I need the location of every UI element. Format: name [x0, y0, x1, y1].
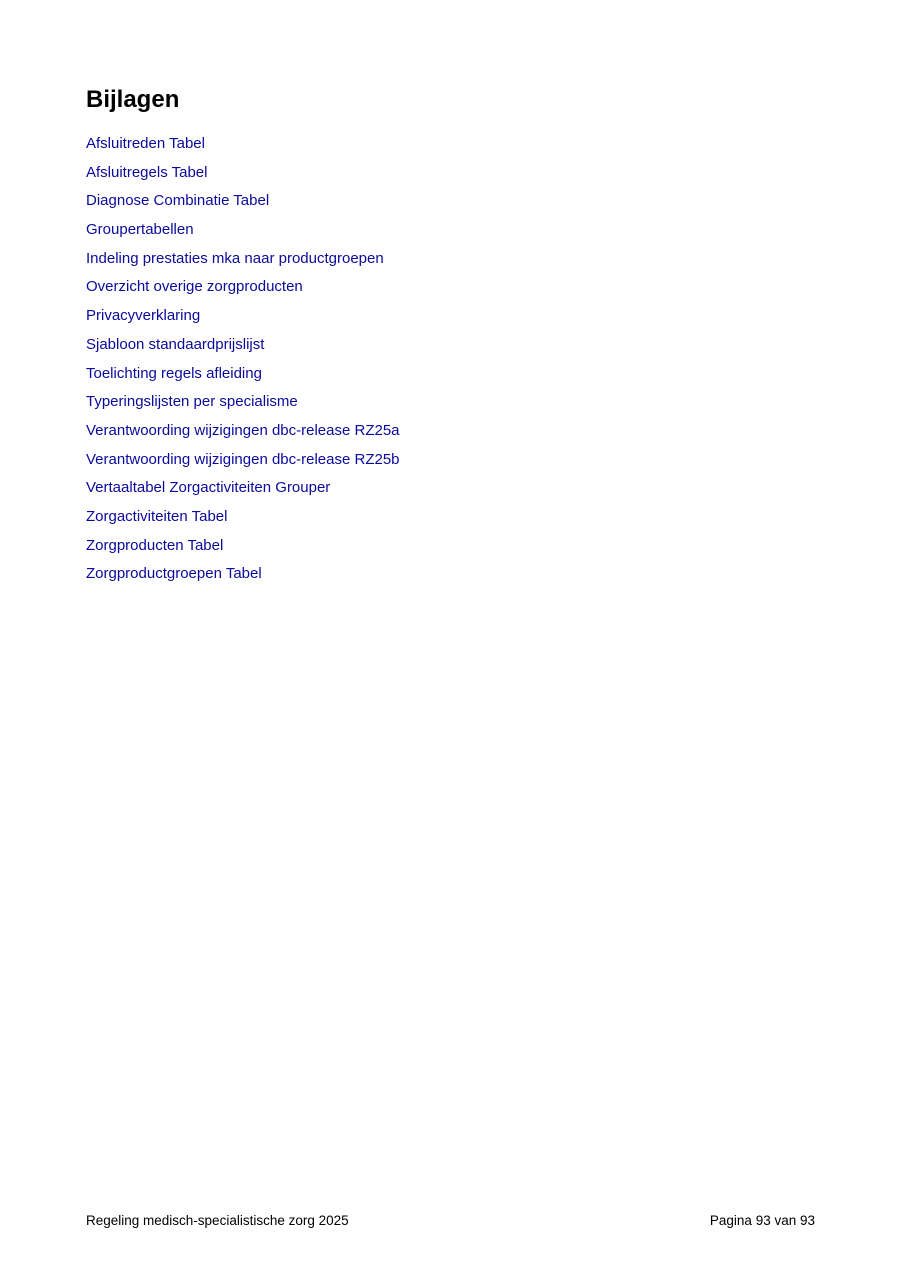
page-title: Bijlagen: [86, 86, 180, 113]
attachment-item: [86, 446, 400, 475]
footer-page-number: Pagina 93 van 93: [709, 1213, 815, 1228]
attachment-item: [86, 331, 400, 360]
attachment-item: [86, 216, 400, 245]
attachment-link-vertaaltabel-zorgactiviteiten-grouper[interactable]: Vertaaltabel Zorgactiviteiten Grouper: [86, 479, 331, 497]
attachment-item: [86, 159, 400, 188]
attachment-link-afsluitreden-tabel[interactable]: Afsluitreden Tabel: [86, 135, 205, 152]
attachment-link-verantwoording-rz25b[interactable]: Verantwoording wijzigingen dbc-release RZ25b: [86, 450, 400, 468]
attachment-list: [86, 130, 400, 589]
attachment-link-typeringslijsten-per-specialisme[interactable]: Typeringslijsten per specialisme: [86, 393, 298, 411]
attachment-item: [86, 503, 400, 532]
attachment-link-afsluitregels-tabel[interactable]: Afsluitregels Tabel: [86, 163, 208, 181]
attachment-item: [86, 388, 400, 417]
attachment-link-zorgactiviteiten-tabel[interactable]: Zorgactiviteiten Tabel: [86, 507, 228, 525]
attachment-link-zorgproducten-tabel[interactable]: Zorgproducten Tabel: [86, 536, 224, 554]
attachment-item: [86, 417, 400, 446]
attachment-link-sjabloon-standaardprijslijst[interactable]: Sjabloon standaardprijslijst: [86, 335, 265, 353]
attachment-link-diagnose-combinatie-tabel[interactable]: Diagnose Combinatie Tabel: [86, 192, 270, 210]
attachment-link-toelichting-regels-afleiding[interactable]: Toelichting regels afleiding: [86, 364, 262, 382]
attachment-item: [86, 532, 400, 561]
attachment-item: [86, 302, 400, 331]
attachment-link-privacyverklaring[interactable]: Privacyverklaring: [86, 307, 201, 325]
attachment-item: [86, 474, 400, 503]
attachment-item: [86, 560, 400, 589]
attachment-item: [86, 130, 400, 159]
footer-document-title: Regeling medisch-specialistische zorg 2025: [86, 1213, 349, 1228]
attachment-link-indeling-prestaties-mka[interactable]: Indeling prestaties mka naar productgroepen: [86, 249, 384, 267]
attachment-link-overzicht-overige-zorgproducten[interactable]: Overzicht overige zorgproducten: [86, 278, 303, 296]
attachment-item: [86, 273, 400, 302]
attachment-link-groupertabellen[interactable]: Groupertabellen: [86, 221, 194, 239]
attachment-item: [86, 360, 400, 389]
attachment-link-verantwoording-rz25a[interactable]: Verantwoording wijzigingen dbc-release RZ25a: [86, 421, 400, 439]
attachment-item: [86, 187, 400, 216]
attachment-link-zorgproductgroepen-tabel[interactable]: Zorgproductgroepen Tabel: [86, 565, 262, 583]
attachment-item: [86, 245, 400, 274]
